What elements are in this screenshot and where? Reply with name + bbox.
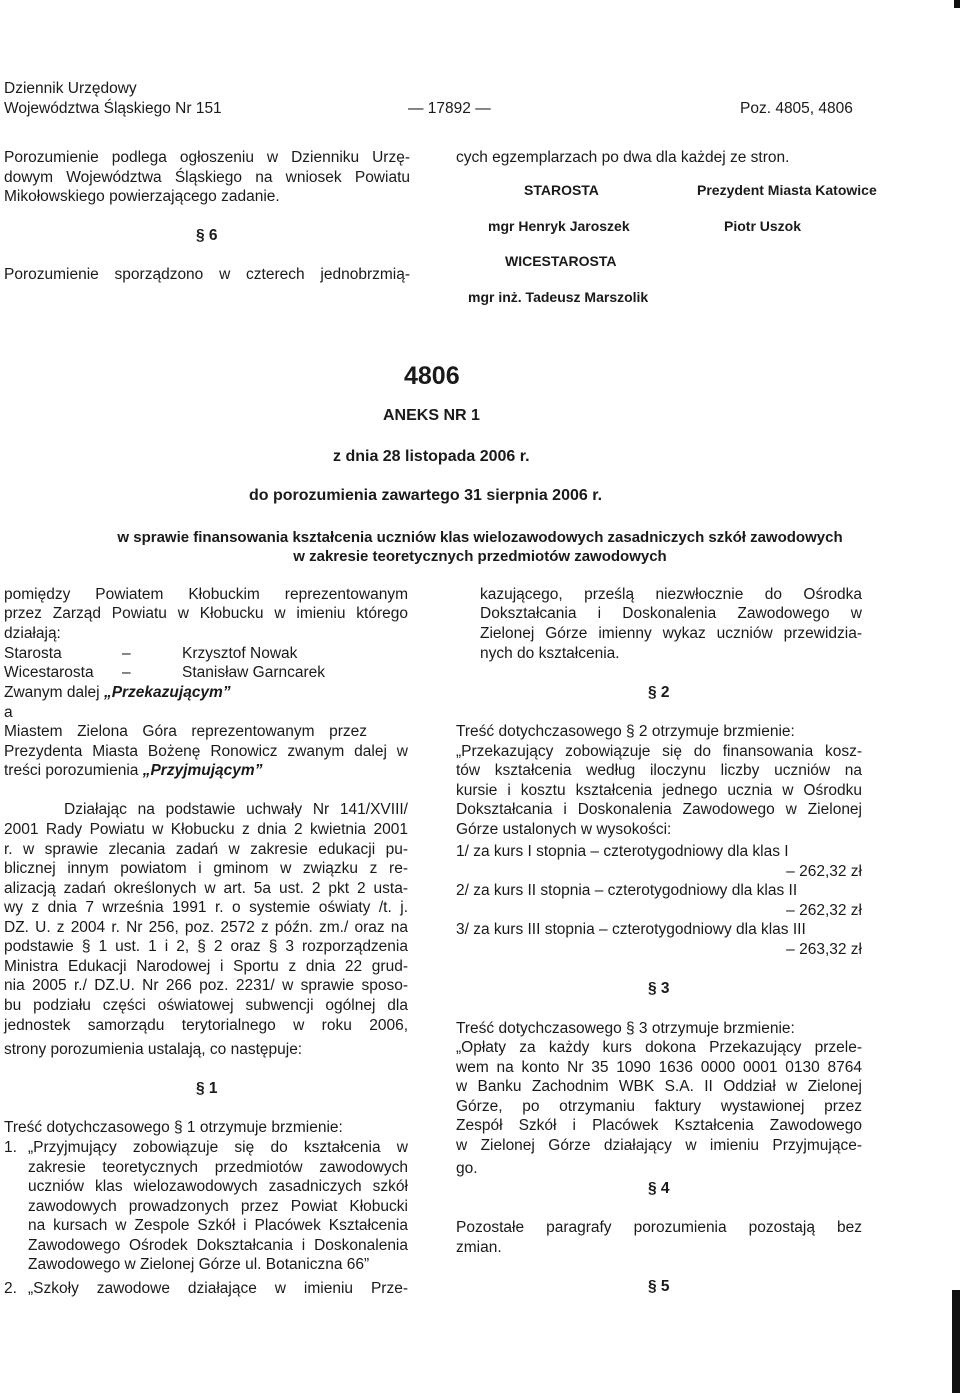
section-1-item-1-line-4: zawodowych prowadzonych przez Powiat Kłobucki xyxy=(28,1198,408,1215)
basis-line-9: Ministra Edukacji Narodowej i Sportu z dnia 22 grud- xyxy=(4,958,408,975)
party-2-line-1: Miastem Zielona Góra reprezentowanym przez xyxy=(4,723,367,740)
basis-line-1: Działając na podstawie uchwały Nr 141/XVIII/ xyxy=(64,801,408,818)
party-2-alias xyxy=(4,761,262,781)
basis-line-13: strony porozumienia ustalają, co następuje: xyxy=(4,1041,303,1058)
signature-wicestarosta-name: mgr inż. Tadeusz Marszolik xyxy=(468,289,649,305)
journal-issue: Województwa Śląskiego Nr 151 xyxy=(4,100,222,117)
section-6-heading: § 6 xyxy=(196,227,218,244)
course-1-amount: – 262,32 zł xyxy=(786,863,862,880)
section-1-item-2-number: 2. xyxy=(4,1280,17,1297)
basis-line-7: DZ. U. z 2004 r. Nr 256, poz. 2572 z późn. zm./ oraz na xyxy=(4,919,408,936)
section-1-item-1-line-3: uczniów klas wielozawodowych zasadniczych szkół xyxy=(28,1178,408,1195)
parties-conjunction: a xyxy=(4,704,13,721)
basis-line-10: nia 2005 r./ DZ.U. Nr 266 poz. 2231/ w sprawie sposo- xyxy=(4,977,408,994)
party-1-alias xyxy=(4,683,231,703)
section-3-heading: § 3 xyxy=(648,980,670,997)
party-2-line-2: Prezydenta Miasta Bożenę Ronowicz zwanym dalej w xyxy=(4,743,408,760)
signature-starosta-name: mgr Henryk Jaroszek xyxy=(488,218,630,234)
basis-line-8: podstawie § 1 ust. 1 i 2, § 2 oraz § 3 rozporządzenia xyxy=(4,938,408,955)
scan-edge-top xyxy=(954,0,960,8)
act-date: z dnia 28 listopada 2006 r. xyxy=(333,448,530,465)
party-2-alias-prefix: treści porozumienia xyxy=(4,762,143,779)
signature-president-title: Prezydent Miasta Katowice xyxy=(697,182,877,198)
act-reference: do porozumienia zawartego 31 sierpnia 2006 r. xyxy=(249,487,603,504)
section-3-line-8: go. xyxy=(456,1160,478,1177)
section-1-item-1-number: 1. xyxy=(4,1139,17,1156)
scan-edge-bottom xyxy=(952,1290,960,1393)
section-2-line-2: „Przekazujący zobowiązuje się do finansowania kosz- xyxy=(456,743,862,760)
prev-act-line-4: Porozumienie sporządzono w czterech jednobrzmią- xyxy=(4,266,410,283)
representative-1-name: Krzysztof Nowak xyxy=(182,645,298,662)
prev-act-line-1: Porozumienie podlega ogłoszeniu w Dzienniku Urzę- xyxy=(4,149,410,166)
parties-line-2: przez Zarząd Powiatu w Kłobucku w imieniu którego xyxy=(4,605,408,622)
parties-line-1: pomiędzy Powiatem Kłobuckim reprezentowanym xyxy=(4,586,408,603)
signature-president-name: Piotr Uszok xyxy=(724,218,802,234)
right-continuation-line-2: Dokształcania i Doskonalenia Zawodowego w xyxy=(480,605,862,622)
basis-line-12: jednostek samorządu terytorialnego w roku 2006, xyxy=(4,1017,408,1034)
section-4-line-1: Pozostałe paragrafy porozumienia pozostają bez xyxy=(456,1219,862,1236)
basis-line-2: 2001 Rady Powiatu w Kłobucku z dnia 2 kwietnia 2001 xyxy=(4,821,408,838)
basis-line-6: wy z dnia 7 września 1991 r. o systemie oświaty /t. j. xyxy=(4,899,408,916)
prev-act-line-3: Mikołowskiego powierzającego zadanie. xyxy=(4,188,280,205)
course-2-label: 2/ za kurs II stopnia – czterotygodniowy dla klas II xyxy=(456,882,798,899)
party-2-alias-name: „Przyjmującym” xyxy=(142,762,263,779)
basis-line-11: bu podziału części oświatowej subwencji ogólnej dla xyxy=(4,997,408,1014)
right-continuation-line-3: Zielonej Górze imienny wykaz uczniów przewidzia- xyxy=(480,625,862,642)
prev-act-line-2: dowym Województwa Śląskiego na wniosek Powiatu xyxy=(4,169,410,186)
basis-line-5: alizacją zadań określonych w art. 5a ust. 2 pkt 2 usta- xyxy=(4,880,408,897)
section-1-item-1-line-7: Zawodowego w Zielonej Górze ul. Botaniczna 66” xyxy=(28,1256,370,1273)
position-number: Poz. 4805, 4806 xyxy=(740,100,853,117)
course-2-amount: – 262,32 zł xyxy=(786,902,862,919)
section-3-line-6: Zespół Szkół i Placówek Kształcenia Zawodowego xyxy=(456,1117,862,1134)
party-1-alias-prefix: Zwanym dalej xyxy=(4,684,104,701)
section-5-heading: § 5 xyxy=(648,1278,670,1295)
section-1-intro: Treść dotychczasowego § 1 otrzymuje brzmienie: xyxy=(4,1119,343,1136)
section-1-item-1-line-5: na kursach w Zespole Szkół i Placówek Kształcenia xyxy=(28,1217,408,1234)
signature-starosta-title: STAROSTA xyxy=(524,182,599,198)
act-subject-line-1: w sprawie finansowania kształcenia uczniów klas wielozawodowych zasadniczych szkół zawodowych xyxy=(117,529,843,546)
section-3-line-3: wem na konto Nr 35 1090 1636 0000 0001 0130 8764 xyxy=(456,1059,862,1076)
section-3-line-7: w Zielonej Górze działający w imieniu Przyjmujące- xyxy=(456,1137,862,1154)
page-number: — 17892 — xyxy=(408,100,491,117)
section-3-line-1: Treść dotychczasowego § 3 otrzymuje brzmienie: xyxy=(456,1020,795,1037)
section-1-item-1-line-2: zakresie teoretycznych przedmiotów zawodowych xyxy=(28,1159,408,1176)
representative-2-name: Stanisław Garncarek xyxy=(182,664,326,681)
basis-line-4: blicznej innym powiatom i gminom w związku z re- xyxy=(4,860,408,877)
section-3-line-4: w Banku Zachodnim WBK S.A. II Oddział w Zielonej xyxy=(456,1078,862,1095)
representative-2-dash: – xyxy=(122,664,131,681)
representative-2-role: Wicestarosta xyxy=(4,664,94,681)
course-3-amount: – 263,32 zł xyxy=(786,941,862,958)
right-continuation-line-1: kazującego, prześlą niezwłocznie do Ośrodka xyxy=(480,586,862,603)
signature-wicestarosta-title: WICESTAROSTA xyxy=(505,253,617,269)
party-1-alias-name: „Przekazującym” xyxy=(103,684,231,701)
section-1-item-2-line-1: „Szkoły zawodowe działające w imieniu Prze- xyxy=(28,1280,408,1297)
section-3-line-2: „Opłaty za każdy kurs dokona Przekazujący przele- xyxy=(456,1039,862,1056)
journal-name: Dziennik Urzędowy xyxy=(4,80,137,97)
section-1-item-1-line-1: „Przyjmujący zobowiązuje się do kształcenia w xyxy=(28,1139,408,1156)
act-title: ANEKS NR 1 xyxy=(383,407,480,424)
section-2-line-1: Treść dotychczasowego § 2 otrzymuje brzmienie: xyxy=(456,723,795,740)
course-3-label: 3/ za kurs III stopnia – czterotygodniowy dla klas III xyxy=(456,921,806,938)
section-2-heading: § 2 xyxy=(648,684,670,701)
section-1-item-1-line-6: Zawodowego Ośrodek Dokształcania i Doskonalenia xyxy=(28,1237,408,1254)
section-2-line-4: kursie i kosztu kształcenia jednego ucznia w Ośrodku xyxy=(456,782,862,799)
act-subject-line-2: w zakresie teoretycznych przedmiotów zawodowych xyxy=(293,548,667,565)
section-2-line-5: Dokształcania i Doskonalenia Zawodowego w Zielonej xyxy=(456,801,862,818)
section-2-line-6: Górze ustalonych w wysokości: xyxy=(456,821,672,838)
section-4-line-2: zmian. xyxy=(456,1239,502,1256)
parties-line-3: działają: xyxy=(4,625,61,642)
right-continuation-line-4: nych do kształcenia. xyxy=(480,645,620,662)
course-1-label: 1/ za kurs I stopnia – czterotygodniowy dla klas I xyxy=(456,843,789,860)
section-1-heading: § 1 xyxy=(196,1080,218,1097)
act-number: 4806 xyxy=(404,362,460,390)
basis-line-3: r. w sprawie zlecania zadań w zakresie edukacji pu- xyxy=(4,841,408,858)
representative-1-role: Starosta xyxy=(4,645,62,662)
section-2-line-3: tów kształcenia według iloczynu liczby uczniów na xyxy=(456,762,862,779)
prev-act-right-line: cych egzemplarzach po dwa dla każdej ze stron. xyxy=(456,149,790,166)
section-3-line-5: Górze, po otrzymaniu faktury wystawionej przez xyxy=(456,1098,862,1115)
representative-1-dash: – xyxy=(122,645,131,662)
section-4-heading: § 4 xyxy=(648,1180,670,1197)
